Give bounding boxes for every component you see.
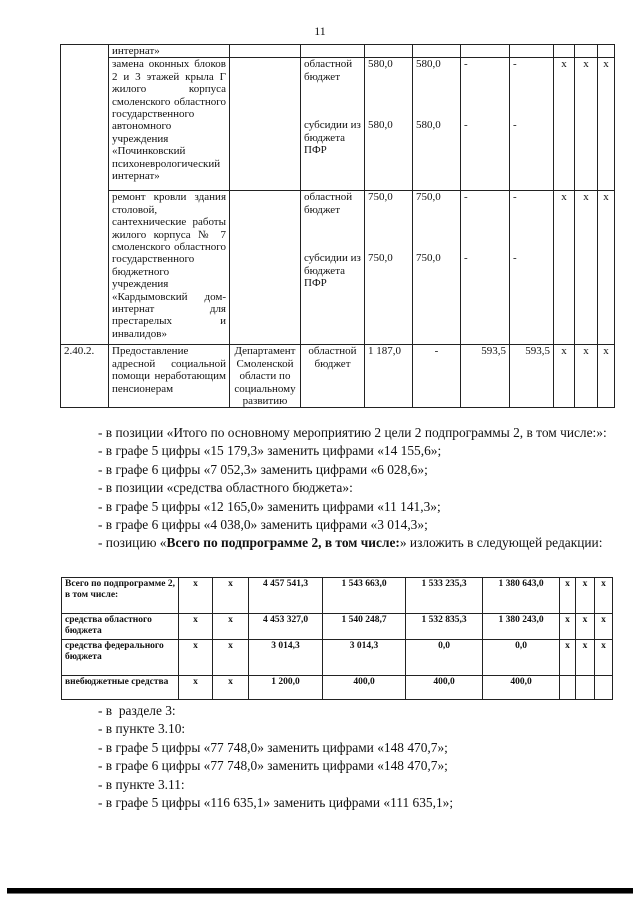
program-activities-table bbox=[60, 44, 615, 408]
cell-name: Предоставление адресной социальной помощи неработающим пенсионерам bbox=[109, 345, 230, 408]
paragraph: - в графе 5 цифры «116 635,1» заменить цифрами «111 635,1»; bbox=[98, 795, 454, 811]
table-row bbox=[61, 45, 615, 58]
cell: 0,0 bbox=[483, 639, 560, 675]
table-row bbox=[62, 578, 613, 614]
cell: x bbox=[576, 614, 595, 640]
cell: x bbox=[595, 639, 613, 675]
value: 580,0 bbox=[416, 58, 441, 71]
table-row bbox=[61, 58, 615, 191]
cell: x bbox=[213, 639, 249, 675]
value: 750,0 bbox=[368, 251, 393, 264]
cell: 1 380 643,0 bbox=[483, 578, 560, 614]
cell-col8: 593,5 bbox=[510, 345, 554, 408]
cell-name: интернат» bbox=[109, 45, 230, 58]
cell: x bbox=[179, 614, 213, 640]
value: 580,0 bbox=[368, 58, 393, 71]
cell-col7: 593,5 bbox=[461, 345, 510, 408]
cell-col11: x bbox=[598, 58, 615, 191]
cell: 1 532 835,3 bbox=[406, 614, 483, 640]
cell-source bbox=[301, 58, 365, 191]
paragraph: - в графе 6 цифры «4 038,0» заменить цифрами «3 014,3»; bbox=[98, 517, 428, 533]
cell: x bbox=[576, 578, 595, 614]
value: 580,0 bbox=[368, 118, 393, 131]
cell: 1 543 663,0 bbox=[323, 578, 406, 614]
cell: 3 014,3 bbox=[323, 639, 406, 675]
cell-col6: - bbox=[413, 345, 461, 408]
cell: 400,0 bbox=[483, 675, 560, 699]
paragraph: - в пункте 3.10: bbox=[98, 721, 186, 737]
amendment-text-1 bbox=[60, 424, 613, 553]
paragraph: - в пункте 3.11: bbox=[98, 776, 185, 792]
cell: x bbox=[213, 614, 249, 640]
cell-col7 bbox=[461, 191, 510, 345]
table-row bbox=[61, 191, 615, 345]
cell: x bbox=[560, 614, 576, 640]
cell: 0,0 bbox=[406, 639, 483, 675]
cell bbox=[560, 675, 576, 699]
cell-col9: x bbox=[554, 191, 575, 345]
cell: 1 380 243,0 bbox=[483, 614, 560, 640]
paragraph: - в графе 6 цифры «77 748,0» заменить цифрами «148 470,7»; bbox=[98, 758, 448, 774]
cell: x bbox=[576, 639, 595, 675]
source-label: областной бюджет bbox=[304, 191, 353, 216]
cell-name: замена оконных блоков 2 и 3 этажей крыла Г жилого корпуса смоленского областного государственного автономного учреждения «Починковский психоневрологический интернат» bbox=[109, 58, 230, 191]
value: - bbox=[513, 191, 517, 204]
cell: x bbox=[595, 614, 613, 640]
cell: x bbox=[179, 675, 213, 699]
cell-exec bbox=[230, 58, 301, 191]
cell-num: 2.40.2. bbox=[61, 345, 109, 408]
cell: 4 457 541,3 bbox=[249, 578, 323, 614]
value: 750,0 bbox=[368, 191, 393, 204]
scan-edge-bar bbox=[7, 888, 633, 894]
paragraph: - в разделе 3: bbox=[98, 703, 176, 718]
cell-col10: x bbox=[575, 345, 598, 408]
cell-label: средства областного бюджета bbox=[62, 614, 179, 640]
cell: x bbox=[595, 578, 613, 614]
cell-label: Всего по подпрограмме 2, в том числе: bbox=[62, 578, 179, 614]
cell-exec bbox=[230, 191, 301, 345]
cell-col5: 1 187,0 bbox=[365, 345, 413, 408]
text: - позицию « bbox=[98, 535, 167, 551]
cell: 4 453 327,0 bbox=[249, 614, 323, 640]
value: - bbox=[464, 191, 468, 204]
value: 580,0 bbox=[416, 118, 441, 131]
cell-col10: x bbox=[575, 191, 598, 345]
cell-col9: x bbox=[554, 58, 575, 191]
cell: x bbox=[179, 578, 213, 614]
value: - bbox=[513, 251, 517, 264]
cell: 400,0 bbox=[406, 675, 483, 699]
cell: x bbox=[213, 675, 249, 699]
table-row bbox=[61, 345, 615, 408]
cell-source: областной бюджет bbox=[301, 345, 365, 408]
cell-label: внебюджетные средства bbox=[62, 675, 179, 699]
paragraph: - в графе 5 цифры «15 179,3» заменить цифрами «14 155,6»; bbox=[98, 443, 442, 459]
value: 750,0 bbox=[416, 251, 441, 264]
value: - bbox=[464, 251, 468, 264]
cell-label: средства федерального бюджета bbox=[62, 639, 179, 675]
cell: 1 200,0 bbox=[249, 675, 323, 699]
paragraph: - в позиции «средства областного бюджета»: bbox=[98, 480, 353, 496]
cell-exec bbox=[230, 45, 301, 58]
table-row bbox=[62, 675, 613, 699]
amendment-text-2 bbox=[60, 702, 613, 812]
cell-name: ремонт кровли здания столовой, сантехнические работы жилого корпуса № 7 смоленского областного государственного бюджетного учреждения «Кардымовский дом-интернат для престарелых и инвалидов» bbox=[109, 191, 230, 345]
cell bbox=[595, 675, 613, 699]
text: » изложить в следующей редакции: bbox=[399, 535, 603, 551]
bold-text: Всего по подпрограмме 2, в том числе: bbox=[166, 535, 400, 551]
cell-col8 bbox=[510, 191, 554, 345]
cell-col9: x bbox=[554, 345, 575, 408]
cell-col11: x bbox=[598, 345, 615, 408]
cell-source bbox=[301, 191, 365, 345]
subprogram-total-table bbox=[61, 577, 613, 700]
cell-col10: x bbox=[575, 58, 598, 191]
value: 750,0 bbox=[416, 191, 441, 204]
cell: x bbox=[560, 578, 576, 614]
cell bbox=[576, 675, 595, 699]
value: - bbox=[513, 58, 517, 71]
cell: 400,0 bbox=[323, 675, 406, 699]
cell-num bbox=[61, 45, 109, 345]
value: - bbox=[464, 58, 468, 71]
paragraph: - в графе 5 цифры «12 165,0» заменить цифрами «11 141,3»; bbox=[98, 498, 441, 514]
cell: 1 540 248,7 bbox=[323, 614, 406, 640]
table-row bbox=[62, 614, 613, 640]
paragraph: - в позиции «Итого по основному мероприятию 2 цели 2 подпрограммы 2, в том числе:»: bbox=[98, 425, 607, 440]
cell: 3 014,3 bbox=[249, 639, 323, 675]
cell-col11: x bbox=[598, 191, 615, 345]
table-row bbox=[62, 639, 613, 675]
source-label: областной бюджет bbox=[304, 58, 353, 83]
cell-col6 bbox=[413, 191, 461, 345]
cell-col8 bbox=[510, 58, 554, 191]
page-number: 11 bbox=[314, 24, 326, 38]
value: - bbox=[513, 118, 517, 131]
paragraph: - в графе 5 цифры «77 748,0» заменить цифрами «148 470,7»; bbox=[98, 739, 448, 755]
cell: 1 533 235,3 bbox=[406, 578, 483, 614]
cell: x bbox=[560, 639, 576, 675]
cell: x bbox=[213, 578, 249, 614]
cell-col5 bbox=[365, 58, 413, 191]
value: - bbox=[464, 118, 468, 131]
source-label: субсидии из бюджета ПФР bbox=[304, 252, 361, 290]
paragraph: - в графе 6 цифры «7 052,3» заменить цифрами «6 028,6»; bbox=[98, 461, 428, 477]
cell: x bbox=[179, 639, 213, 675]
cell-col6 bbox=[413, 58, 461, 191]
source-label: субсидии из бюджета ПФР bbox=[304, 119, 361, 157]
paragraph-bold-position bbox=[60, 534, 613, 552]
cell-col5 bbox=[365, 191, 413, 345]
cell-exec: Департамент Смоленской области по социальному развитию bbox=[230, 345, 301, 408]
cell-col7 bbox=[461, 58, 510, 191]
